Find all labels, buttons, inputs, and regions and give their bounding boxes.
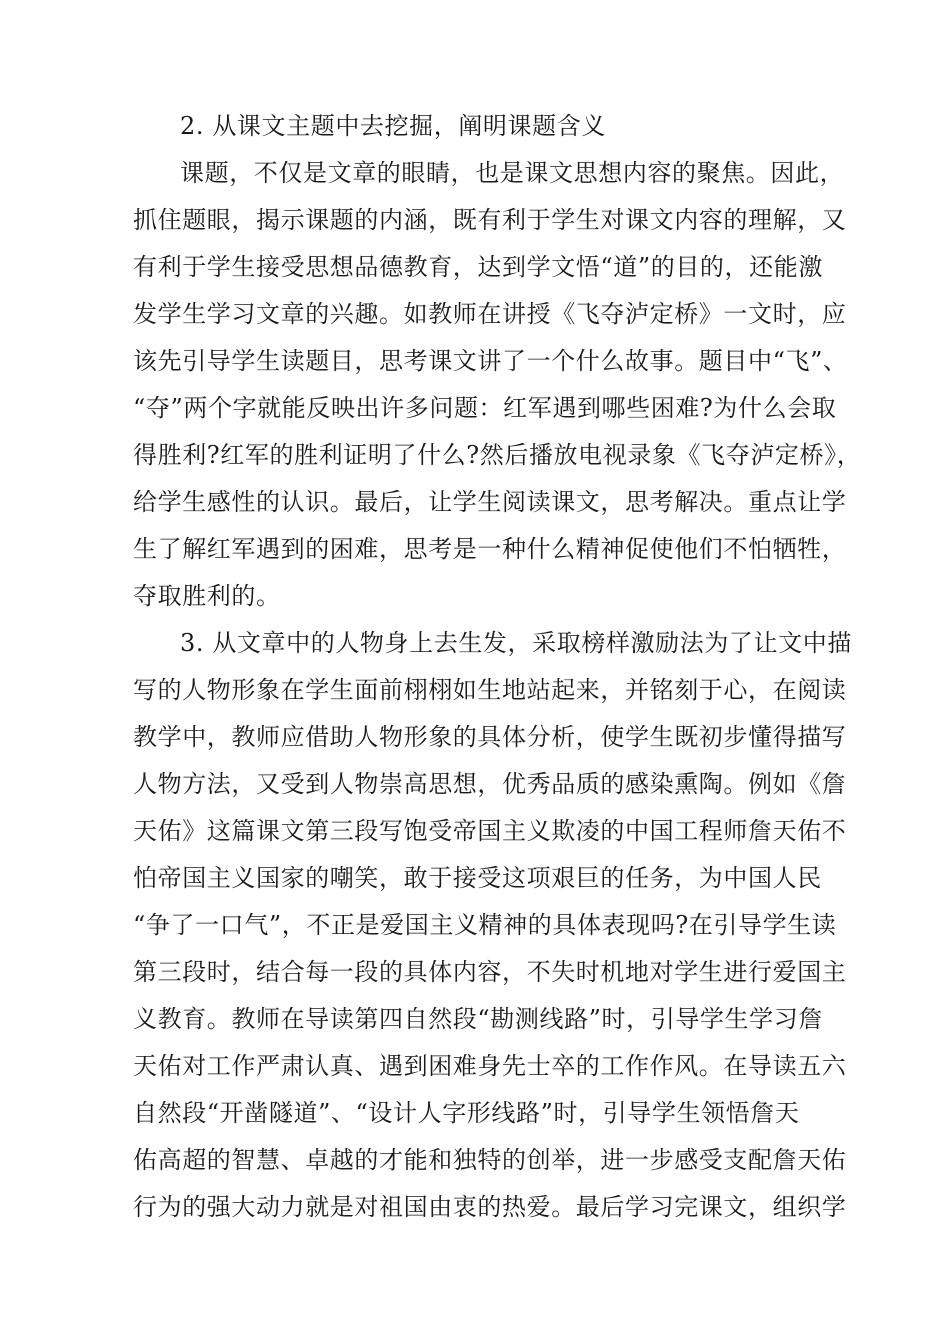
text-line: 给学生感性的认识。最后，让学生阅读课文，思考解决。重点让学 <box>133 488 847 516</box>
text-line: 佑高超的智慧、卓越的才能和独特的创举，进一步感受支配詹天佑 <box>133 1146 847 1174</box>
text-line: 天佑》这篇课文第三段写饱受帝国主义欺凌的中国工程师詹天佑不 <box>133 817 847 845</box>
text-line: 怕帝国主义国家的嘲笑，敢于接受这项艰巨的任务，为中国人民 <box>133 864 822 892</box>
text-line: 教学中，教师应借助人物形象的具体分析，使学生既初步懂得描写 <box>133 723 847 751</box>
text-line: “夺”两个字就能反映出许多问题：红军遇到哪些困难?为什么会取 <box>133 394 837 422</box>
text-line: 自然段“开凿隧道”、“设计人字形线路”时，引导学生领悟詹天 <box>133 1099 800 1127</box>
text-line: 第三段时，结合每一段的具体内容，不失时机地对学生进行爱国主 <box>133 958 847 986</box>
text-line: 有利于学生接受思想品德教育，达到学文悟“道”的目的，还能激 <box>133 253 823 281</box>
text-line: 人物方法，又受到人物崇高思想，优秀品质的感染熏陶。例如《詹 <box>133 770 847 798</box>
text-line: 该先引导学生读题目，思考课文讲了一个什么故事。题目中“飞”、 <box>133 347 848 375</box>
text-line: 抓住题眼，揭示课题的内涵，既有利于学生对课文内容的理解，又 <box>133 206 847 234</box>
text-line: 得胜利?红军的胜利证明了什么?然后播放电视录象《飞夺泸定桥》， <box>133 441 862 469</box>
text-line: 发学生学习文章的兴趣。如教师在讲授《飞夺泸定桥》一文时，应 <box>133 300 847 328</box>
text-line: 义教育。教师在导读第四自然段“勘测线路”时，引导学生学习詹 <box>133 1005 823 1033</box>
text-line: 行为的强大动力就是对祖国由衷的热爱。最后学习完课文，组织学 <box>133 1193 847 1221</box>
text-line: 天佑对工作严肃认真、遇到困难身先士卒的工作作风。在导读五六 <box>133 1052 847 1080</box>
text-line: “争了一口气”，不正是爱国主义精神的具体表现吗?在引导学生读 <box>133 911 837 939</box>
text-line: 课题，不仅是文章的眼睛，也是课文思想内容的聚焦。因此， <box>180 159 845 187</box>
heading-3: 3. 从文章中的人物身上去生发，采取榜样激励法为了让文中描 <box>180 629 852 657</box>
heading-2: 2. 从课文主题中去挖掘，阐明课题含义 <box>180 112 606 140</box>
text-line: 生了解红军遇到的困难，思考是一种什么精神促使他们不怕牺牲， <box>133 535 847 563</box>
text-line: 夺取胜利的。 <box>133 582 281 610</box>
text-line: 写的人物形象在学生面前栩栩如生地站起来，并铭刻于心，在阅读 <box>133 676 847 704</box>
